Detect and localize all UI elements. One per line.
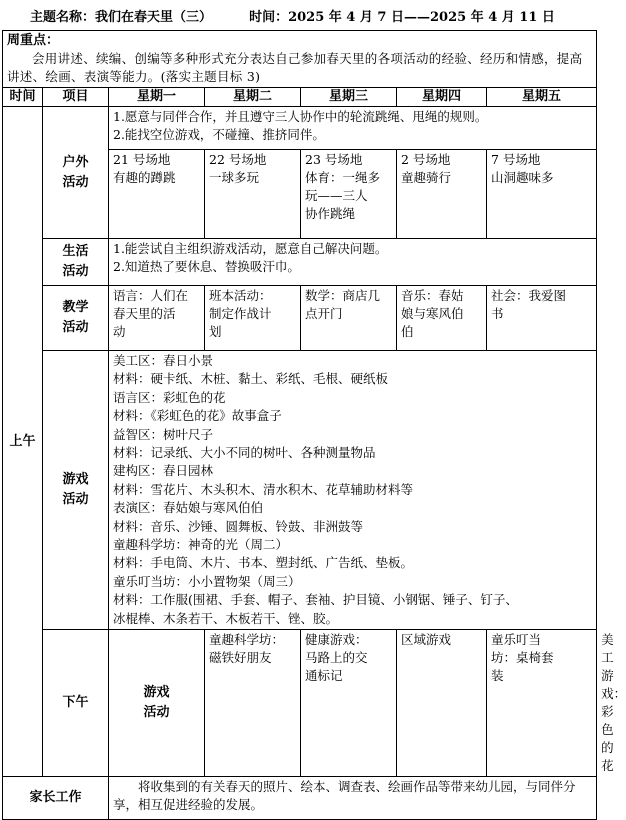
title-line — [30, 6, 555, 25]
game-areas — [109, 351, 597, 630]
outdoor-wednesday: 23 号场地 体育：一绳多 玩——三人 协作跳绳 — [301, 150, 397, 239]
theme-title: 主题名称：我们在春天里（三） — [30, 10, 213, 25]
outdoor-label: 户外 活动 — [43, 107, 109, 239]
afternoon-game-label: 游戏 活动 — [109, 630, 205, 777]
col-monday: 星期一 — [109, 88, 205, 107]
afternoon-label: 下午 — [43, 630, 109, 777]
header-row — [3, 88, 597, 107]
family-text: 将收集到的有关春天的照片、绘本、调查表、绘画作品等带来幼儿园，与同伴分享，相互促进经验的发展。 — [109, 777, 597, 820]
teaching-label: 教学 活动 — [43, 286, 109, 351]
focus-text: 会用讲述、续编、创编等多种形式充分表达自己参加春天里的各项活动的经验、经历和情感，提高讲述、绘画、表演等能力。(落实主题目标 3) — [7, 51, 583, 84]
morning-label: 上午 — [3, 107, 43, 777]
game-line: 语言区：彩虹色的花 — [113, 389, 226, 405]
game-line: 童趣科学坊：神奇的光（周二） — [113, 537, 289, 553]
teaching-wednesday: 数学：商店几 点开门 — [301, 286, 397, 351]
col-time: 时间 — [3, 88, 43, 107]
col-tuesday: 星期二 — [205, 88, 301, 107]
outdoor-friday: 7 号场地 山洞趣味多 — [487, 150, 597, 239]
game-line: 美工区：春日小景 — [113, 353, 214, 368]
game-line: 材料：手电筒、木片、书本、塑封纸、广告纸、垫板。 — [113, 555, 414, 571]
weekly-plan-table — [2, 30, 626, 820]
game-line: 材料：工作服(围裙、手套、帽子、套袖、护目镜、小钢锯、锤子、钉子、 — [113, 592, 518, 608]
outdoor-goals-row — [3, 107, 597, 150]
col-wednesday: 星期三 — [301, 88, 397, 107]
afternoon-row: 下午 游戏 活动 童趣科学坊： 磁铁好朋友 健康游戏： 马路上的交 通标记 区域游戏 童乐叮当 坊：桌椅套 装 美工游戏：彩 色的花 — [3, 630, 597, 777]
teaching-monday: 语言：人们在 春天里的活 动 — [109, 286, 205, 351]
game-line: 材料：硬卡纸、木桩、黏土、彩纸、毛根、硬纸板 — [113, 371, 389, 387]
afternoon-thursday: 童乐叮当 坊：桌椅套 装 — [487, 630, 597, 777]
outdoor-monday: 21 号场地 有趣的蹲跳 — [109, 150, 205, 239]
game-line: 童乐叮当坊：小小置物架（周三） — [113, 573, 301, 589]
date-range: 时间：2025 年 4 月 7 日——2025 年 4 月 11 日 — [249, 10, 555, 25]
focus-heading: 周重点： — [7, 33, 60, 48]
life-goal: 2.知道热了要休息、替换吸汗巾。 — [113, 259, 300, 274]
afternoon-wednesday: 区域游戏 — [397, 630, 487, 777]
outdoor-goal: 2.能找空位游戏，不碰撞、推挤同伴。 — [113, 127, 325, 142]
game-row — [3, 351, 597, 630]
family-label: 家长工作 — [3, 777, 109, 820]
outdoor-thursday: 2 号场地 童趣骑行 — [397, 150, 487, 239]
focus-row — [3, 31, 597, 88]
game-line: 材料：《彩虹色的花》故事盒子 — [113, 408, 282, 424]
life-label: 生活 活动 — [43, 239, 109, 286]
game-line: 建构区：春日园林 — [113, 463, 214, 479]
family-row — [3, 777, 597, 820]
game-label: 游戏 活动 — [43, 351, 109, 630]
teaching-row — [3, 286, 597, 351]
outdoor-tuesday: 22 号场地 一球多玩 — [205, 150, 301, 239]
afternoon-monday: 童趣科学坊： 磁铁好朋友 — [205, 630, 301, 777]
life-row — [3, 239, 597, 286]
afternoon-tuesday: 健康游戏： 马路上的交 通标记 — [301, 630, 397, 777]
game-line: 表演区：春姑娘与寒风伯伯 — [113, 500, 264, 516]
col-item: 项目 — [43, 88, 109, 107]
col-friday: 星期五 — [487, 88, 597, 107]
game-line: 材料：记录纸、大小不同的树叶、各种测量物品 — [113, 445, 376, 461]
col-thursday: 星期四 — [397, 88, 487, 107]
teaching-friday: 社会：我爱图 书 — [487, 286, 597, 351]
game-line: 益智区：树叶尺子 — [113, 426, 214, 442]
life-goal: 1.能尝试自主组织游戏活动，愿意自己解决问题。 — [113, 241, 388, 256]
teaching-tuesday: 班本活动： 制定作战计 划 — [205, 286, 301, 351]
game-line: 材料：音乐、沙锤、圆舞板、铃鼓、非洲鼓等 — [113, 518, 364, 534]
game-line: 冰棍棒、木条若干、木板若干、锉、胶。 — [113, 610, 339, 626]
outdoor-goal: 1.愿意与同伴合作，并且遵守三人协作中的轮流跳绳、甩绳的规则。 — [113, 109, 488, 124]
teaching-thursday: 音乐：春姑 娘与寒风伯 伯 — [397, 286, 487, 351]
game-line: 材料：雪花片、木头积木、清水积木、花草辅助材料等 — [113, 481, 414, 497]
